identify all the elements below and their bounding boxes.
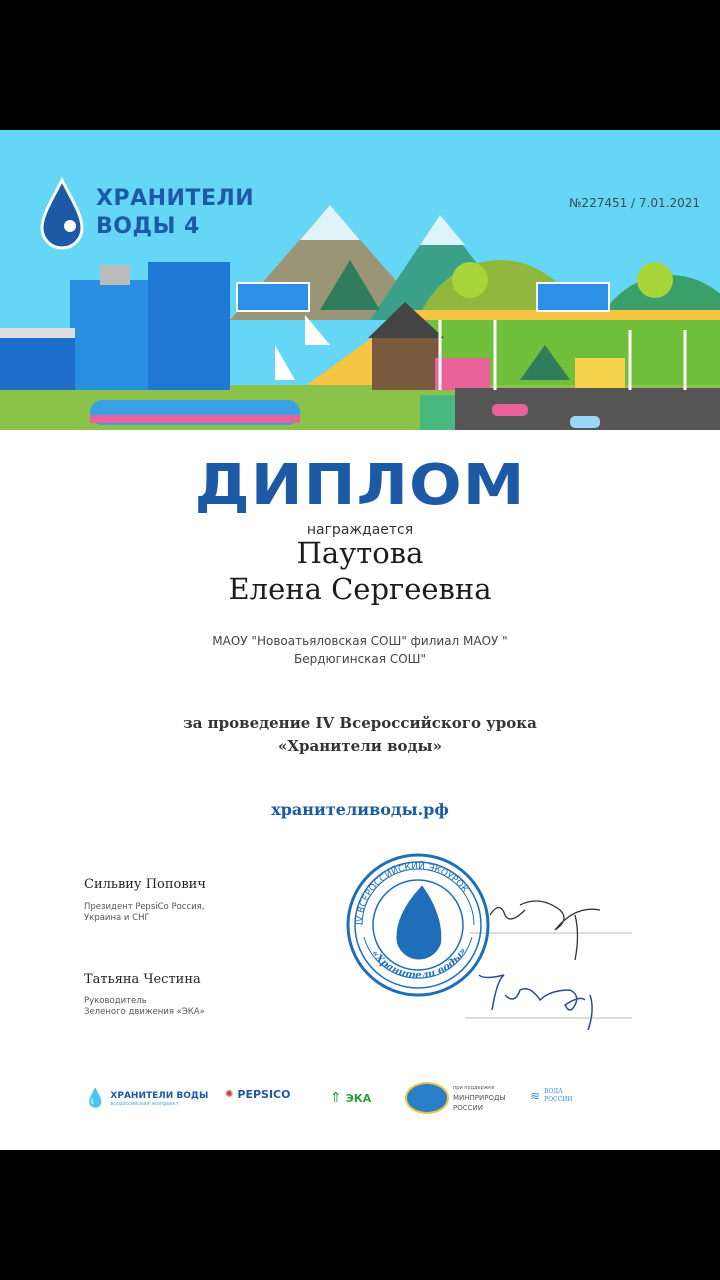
diploma-page — [0, 130, 720, 1150]
stamp-top-text: IV ВСЕРОССИЙСКИЙ ЭКОУРОК — [354, 861, 470, 926]
water-drop-logo-icon — [42, 180, 82, 248]
pepsico-globe-icon: ✺ — [225, 1089, 234, 1100]
signature-chestina — [479, 975, 592, 1030]
role-line2: Украина и СНГ — [84, 913, 150, 923]
pepsico-label: PEPSICO — [237, 1088, 291, 1101]
partner-ministry-logo — [405, 1082, 506, 1114]
tree-icon: ⇑ — [330, 1090, 342, 1106]
award-reason — [0, 712, 720, 758]
waves-icon: ≋ — [530, 1089, 541, 1103]
project-logo — [96, 185, 254, 241]
diploma-title: ДИПЛОМ — [194, 451, 526, 518]
recipient-first-middle-name: Елена Сергеевна — [228, 572, 492, 606]
reason-line1: за проведение IV Всероссийского урока — [183, 714, 537, 732]
role-line1: Президент PepsiCo Россия, — [84, 902, 205, 912]
keepers-sub: всероссийский экопроект — [110, 1100, 179, 1107]
recipient-last-name: Паутова — [296, 536, 424, 570]
voda-line2: РОССИИ — [544, 1096, 573, 1103]
logo-line2: ВОДЫ 4 — [96, 214, 200, 239]
signatory-role — [84, 996, 205, 1018]
ministry-emblem-icon — [405, 1082, 449, 1114]
awarded-label: награждается — [306, 522, 414, 538]
stamp-and-signatures — [340, 845, 640, 1030]
signatory-name: Татьяна Честина — [84, 972, 201, 987]
signatory-name: Сильвиу Попович — [84, 877, 206, 892]
reason-line2: «Хранители воды» — [278, 737, 442, 755]
role-line2: Зеленого движения «ЭКА» — [84, 1007, 205, 1017]
certificate-number: №227451 / 7.01.2021 — [568, 196, 700, 210]
role-line1: Руководитель — [84, 996, 147, 1006]
school-line2: Бердюгинская СОШ" — [294, 652, 426, 666]
partner-voda-rossii-logo — [530, 1088, 573, 1104]
ministry-line1: МИНПРИРОДЫ — [453, 1094, 506, 1102]
school-name — [0, 632, 720, 668]
stamp-bottom-text: «Хранители воды» — [368, 945, 469, 982]
signature-popovich — [490, 901, 600, 960]
landscape-illustration — [0, 130, 720, 430]
partners-footer — [80, 1080, 600, 1120]
ministry-pre: при поддержке — [453, 1085, 495, 1091]
partner-pepsico-logo — [225, 1088, 290, 1101]
website-link[interactable]: хранителиводы.рф — [271, 800, 449, 819]
keepers-label: ХРАНИТЕЛИ ВОДЫ — [110, 1090, 209, 1101]
signatory-role — [84, 902, 204, 924]
school-line1: МАОУ "Новоатьяловская СОШ" филиал МАОУ " — [212, 634, 508, 648]
voda-line1: ВОДА — [544, 1088, 563, 1095]
header-banner — [0, 130, 720, 430]
partner-eka-logo — [330, 1090, 371, 1106]
ministry-line2: РОССИИ — [453, 1104, 483, 1112]
partner-keepers-logo — [84, 1088, 208, 1109]
eka-label: ЭКА — [345, 1091, 372, 1105]
water-drop-icon: 💧 — [84, 1088, 107, 1109]
logo-line1: ХРАНИТЕЛИ — [96, 186, 255, 211]
